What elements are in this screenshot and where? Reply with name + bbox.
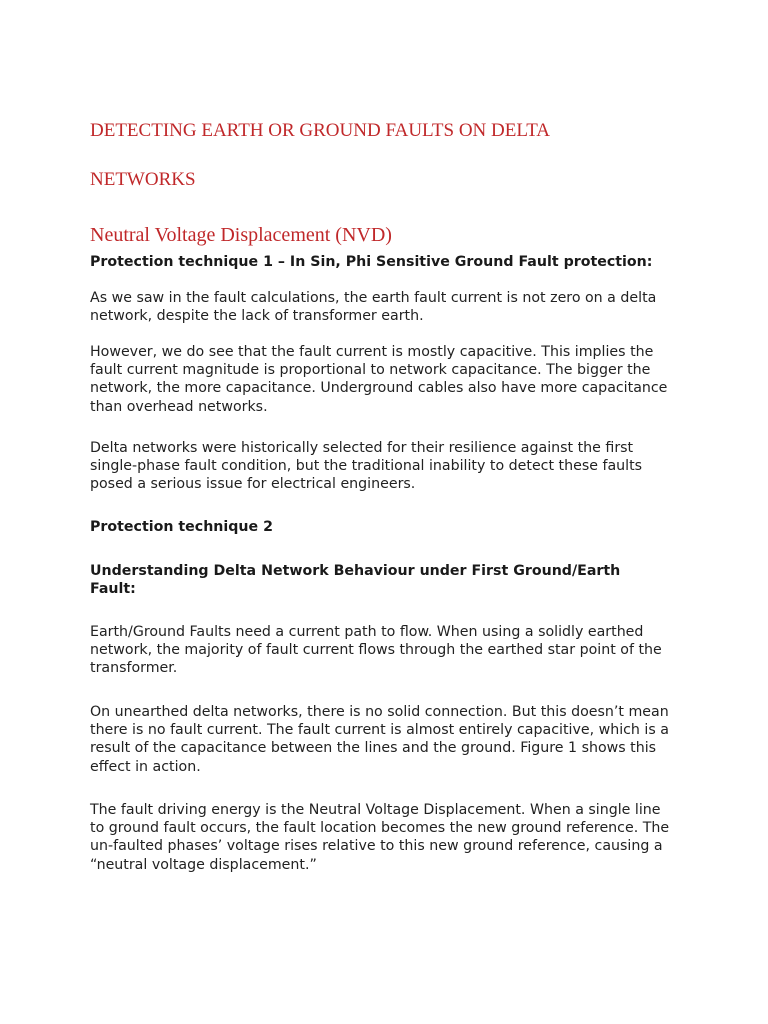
document-title-line-1: DETECTING EARTH OR GROUND FAULTS ON DELTA [90, 120, 551, 141]
understanding-heading: Understanding Delta Network Behaviour under First Ground/Earth Fault: [90, 563, 621, 598]
paragraph-5: On unearthed delta networks, there is no solid connection. But this doesn’t mean there is no fault current. The fault current is almost entirely capacitive, which is a result of the capacitance between the lines and the ground. Figure 1 shows this effect in action. [90, 704, 669, 775]
paragraph-1: As we saw in the fault calculations, the earth fault current is not zero on a delta network, despite the lack of transformer earth. [90, 290, 657, 325]
paragraph-6: The fault driving energy is the Neutral Voltage Displacement. When a single line to ground fault occurs, the fault location becomes the new ground reference. The un-faulted phases’ voltage rises relative to this new ground reference, causing a “neutral voltage displacement.” [90, 802, 670, 873]
document-title-line-2: NETWORKS [90, 169, 196, 190]
technique-1-heading: Protection technique 1 – In Sin, Phi Sensitive Ground Fault protection: [90, 254, 653, 270]
section-heading-nvd: Neutral Voltage Displacement (NVD) [90, 224, 392, 246]
paragraph-2: However, we do see that the fault current is mostly capacitive. This implies the fault current magnitude is proportional to network capacitance. The bigger the network, the more capacitance. Underground cables also have more capacitance than overhead networks. [90, 344, 668, 415]
paragraph-3: Delta networks were historically selected for their resilience against the first single-phase fault condition, but the traditional inability to detect these faults posed a serious issue for electrical engineers. [90, 440, 643, 493]
technique-2-heading: Protection technique 2 [90, 519, 273, 535]
paragraph-4: Earth/Ground Faults need a current path to flow. When using a solidly earthed network, the majority of fault current flows through the earthed star point of the transformer. [90, 624, 662, 677]
